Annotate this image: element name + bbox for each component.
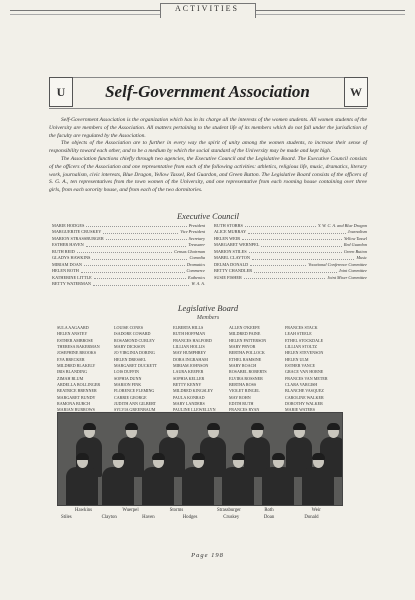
member-name: EVA BRECKER <box>57 356 85 362</box>
council-member-name: RUTH REID <box>52 248 75 254</box>
leader-dots <box>81 268 185 272</box>
council-member-role: Commerce <box>186 268 205 274</box>
person-figure <box>102 467 134 506</box>
member-name: THERESA BAKERMAN <box>57 344 100 350</box>
member-name: MARGARET DUCKETT <box>114 363 158 369</box>
member-name: ETHEL STOCKDALE <box>285 337 324 343</box>
member-name: ROSABEL ROBERTS <box>229 369 267 375</box>
intro-paragraph: Self-Government Association is the organization which has in its charge all the interests of the women students. All women students of the University are members of the Association. All matters pertaining to the student life of its members which do not fall under the jurisdiction of the faculty are regulated by the Association. <box>49 117 367 139</box>
council-member-name: SUSIE FISHER <box>214 274 242 280</box>
person-hair <box>166 423 179 430</box>
council-member-name: MARGARET WERNPEL <box>214 242 260 248</box>
member-name: BLANCHE VASQUEZ <box>285 388 324 394</box>
member-name: LOIS DUFFIN <box>114 369 139 375</box>
person-hair <box>83 423 96 430</box>
leader-dots <box>250 262 306 266</box>
member-name: SOPHIA DUNN <box>114 375 142 381</box>
council-member-name: MABEL CLAYTON <box>214 255 251 261</box>
member-name: EDITH RUTH <box>229 401 254 407</box>
leader-dots <box>93 281 189 285</box>
person-hair <box>192 453 205 460</box>
council-member-role: Joint Mixer Committee <box>327 274 367 280</box>
council-member-role: Vocational Conference Committee <box>308 261 367 267</box>
person-hair <box>207 423 220 430</box>
council-member-name: MIRIAM DOAN <box>52 261 82 267</box>
member-name: DOROTHY WALKER <box>285 401 323 407</box>
intro-paragraph: The objects of the Association are to further in every way the spirit of unity among the women students, to increase their sense of responsibility toward each other, and to be a medium by which the social standard of the University may be made and kept high. <box>49 140 367 155</box>
intro-paragraph: The Association functions chiefly through two agencies, the Executive Council and the Legislative Board. The Executive Council consists of the officers of the Association and one representative from each of the following activities: athletics, religious life, music, dramatics, literary work, journalism, civic interests, Blue Dragon, Yellow Tassel, Red Guardon, and Green Button. The Legislative Board consists of the officers of S. G. A., ten representatives from the town women of the University, and one representative from each rooming house containing over three girls, from each sorority house, and from each of the two dormitories. <box>49 155 367 194</box>
person-figure <box>302 467 334 506</box>
council-member-name: ALICE MURRAY <box>214 229 247 235</box>
member-name: MAY HUMPHREY <box>173 350 207 356</box>
caption-name: Roth <box>264 508 274 513</box>
council-member-role: Census Chairman <box>174 248 205 254</box>
council-member-role: Green Button <box>343 248 367 254</box>
caption-name: Strassburger <box>217 508 241 513</box>
council-member-role: Music <box>356 255 367 261</box>
leader-dots <box>106 236 187 240</box>
council-member-name: DELMA DONALD <box>214 261 249 267</box>
page-number: Page 198 <box>191 552 224 559</box>
executive-council-left-column <box>52 223 205 288</box>
council-member-name: MARIE HODGES <box>52 223 85 228</box>
executive-council-heading: Executive Council <box>176 211 240 221</box>
member-name: DORA INGRAHAM <box>173 356 208 362</box>
member-name: CAROLINE WALKER <box>285 394 324 400</box>
member-name: MIRIAM JOHNSON <box>173 363 209 369</box>
council-member-role: Y. W. C. A. and Blue Dragon <box>317 223 367 228</box>
council-member-name: HELEN WEIR <box>214 235 241 241</box>
caption-name: Stiles <box>61 515 72 520</box>
leader-dots <box>84 262 185 266</box>
member-name: LILLIAN STOLTZ <box>285 344 317 350</box>
member-name: MARGARET BUNDY <box>57 394 96 400</box>
leader-dots <box>92 255 187 259</box>
member-name: JO VIRGINIA DORING <box>114 350 155 356</box>
council-member-role: Dramatics <box>186 261 205 267</box>
member-name: JUDITH ANN GILBERT <box>114 401 157 407</box>
member-name: ALLEN O'KEEFE <box>229 325 260 330</box>
caption-name: Haven <box>142 515 155 520</box>
leader-dots <box>249 249 342 253</box>
member-name: LAURA KEEFER <box>173 369 204 375</box>
council-member-role: Yellow Tassel <box>344 235 367 241</box>
member-name: ESTHER AMBROSE <box>57 337 94 343</box>
member-name: BERTHA ROSS <box>229 382 257 388</box>
member-name: MILDRED PAINE <box>229 331 261 337</box>
person-hair <box>152 453 165 460</box>
member-name: FRANCES STACK <box>285 325 318 330</box>
member-name: JOSEPHINE BROOKS <box>57 350 97 356</box>
leader-dots <box>242 236 342 240</box>
caption-name: Cruskey <box>223 515 240 520</box>
member-name: MILDRED KINGSLEY <box>173 388 214 394</box>
member-name: MAY ROHN <box>229 394 251 400</box>
member-name: FRANCES VAN METER <box>285 375 328 381</box>
member-name: SULA AAGAARD <box>57 325 89 330</box>
group-photo <box>57 412 343 506</box>
leader-dots <box>244 275 326 279</box>
member-name: PAULINE LLEWELLYN <box>173 407 216 413</box>
council-member-name: HELEN ROTH <box>52 268 79 274</box>
person-figure <box>262 467 294 506</box>
member-name: SOPHIA KELLER <box>173 375 205 381</box>
member-name: MARY DICKSON <box>114 344 146 350</box>
member-name: ELBERTA HILLS <box>173 325 204 330</box>
council-member-role: Vice President <box>180 229 205 235</box>
person-hair <box>76 453 89 460</box>
page-title: Self-Government Association <box>105 82 310 101</box>
member-name: ELVIRA ROSSNER <box>229 375 263 381</box>
person-hair <box>272 453 285 460</box>
member-name: PAULA KONRAD <box>173 394 205 400</box>
member-name: FLORENCE FLEMING <box>114 388 155 394</box>
member-name: CARRIE GEORGE <box>114 394 147 400</box>
caption-name: Clayton <box>101 515 117 520</box>
council-member-name: MARION STILES <box>214 248 247 254</box>
member-name: HELEN DRESSEL <box>114 356 147 362</box>
member-name: FRANCES HALFORD <box>173 337 212 343</box>
leader-dots <box>103 229 178 233</box>
person-figure <box>66 467 98 506</box>
member-name: BEATRICE BRENNER <box>57 388 97 394</box>
member-name: BETTY KENNY <box>173 382 202 388</box>
leader-dots <box>261 242 342 246</box>
leader-dots <box>252 255 354 259</box>
university-crest-icon-right: W <box>344 77 368 107</box>
council-member-row <box>214 275 367 281</box>
council-member-name: MARION STRASSBURGER <box>52 235 104 241</box>
council-member-name: BETTY WATERMAN <box>52 281 92 287</box>
caption-name: Donald <box>304 515 319 520</box>
member-name: MILDRED BLAKELY <box>57 363 96 369</box>
member-name: LOUISE CONES <box>114 325 143 330</box>
member-name: MARY ROACH <box>229 363 257 369</box>
member-name: MARY LANDERS <box>173 401 205 407</box>
member-name: ZIMAH BLUM <box>57 375 84 381</box>
person-hair <box>251 423 264 430</box>
leader-dots <box>248 229 345 233</box>
executive-council-right-column <box>214 223 367 281</box>
member-name: ETHEL RAMSINE <box>229 356 262 362</box>
caption-name: Doan <box>263 515 275 520</box>
member-name: HELEN ULM <box>285 356 309 362</box>
leader-dots <box>245 223 316 227</box>
member-name: BERTHA POLLOCK <box>229 350 265 356</box>
person-hair <box>293 423 306 430</box>
council-member-role: Treasurer <box>188 242 205 248</box>
council-member-name: BETTY CHANDLER <box>214 268 253 274</box>
leader-dots <box>86 242 187 246</box>
member-name: MARY PRYOR <box>229 344 256 350</box>
section-header: ACTIVITIES <box>175 4 239 13</box>
council-member-name: MARGUERITE CRUSKEY <box>52 229 102 235</box>
legislative-board-heading: Legislative Board <box>177 303 239 313</box>
caption-name: Storms <box>169 508 184 513</box>
member-name: LEAH STEELE <box>285 331 312 337</box>
person-hair <box>125 423 138 430</box>
member-name: VIOLET RINGEL <box>229 388 260 394</box>
member-name: IRIS BLANDING <box>57 369 88 375</box>
person-hair <box>112 453 125 460</box>
member-name: GRACE VAN HORNE <box>285 369 324 375</box>
council-member-name: GLADYS HAWKINS <box>52 255 91 261</box>
council-member-role: Comedia <box>189 255 205 261</box>
member-name: RUTH HOFFMAN <box>173 331 206 337</box>
council-member-name: RUTH STORRS <box>214 223 243 228</box>
member-name: HELEN STEVENSON <box>285 350 324 356</box>
member-name: ROSAMOND CURLEY <box>114 337 155 343</box>
person-figure <box>142 467 174 506</box>
member-name: CLARA VARGISH <box>285 382 318 388</box>
person-hair <box>327 423 340 430</box>
member-name: LILLIAN HOLLIS <box>173 344 205 350</box>
member-name: MARION FINK <box>114 382 142 388</box>
person-hair <box>312 453 325 460</box>
intro-text <box>49 117 367 195</box>
person-hair <box>232 453 245 460</box>
caption-name: Hawkins <box>75 508 93 513</box>
leader-dots <box>94 275 186 279</box>
council-member-role: Red Guardon <box>343 242 367 248</box>
member-name: HELEN PATTERSON <box>229 337 267 343</box>
council-member-role: Euthenics <box>188 274 205 280</box>
leader-dots <box>86 223 186 227</box>
caption-name: Weir <box>311 508 321 513</box>
caption-name: Hodges <box>182 515 198 520</box>
member-name: MARIAN BURROWS <box>57 407 95 413</box>
member-name: ISADORE COWARD <box>114 331 151 337</box>
member-name: RAMONA BURCH <box>57 401 91 407</box>
member-name: ARDELLA BOLLINGER <box>57 382 101 388</box>
leader-dots <box>254 268 337 272</box>
council-member-role: Secretary <box>188 235 205 241</box>
council-member-role: Journalism <box>347 229 367 235</box>
member-name: SYLVIA GREENBAUM <box>114 407 156 413</box>
person-figure <box>182 467 214 506</box>
caption-name: Wuerpel <box>122 508 139 513</box>
member-name: ESTHER VANCE <box>285 363 315 369</box>
member-name: FRANCES RYAN <box>229 407 260 413</box>
council-member-role: President <box>188 223 205 228</box>
council-member-row <box>52 281 205 287</box>
member-name: HELEN ANSTEY <box>57 331 88 337</box>
person-figure <box>222 467 254 506</box>
members-label: Members <box>196 315 220 321</box>
council-member-role: Joint Committee <box>338 268 367 274</box>
member-name: MARIE WATERS <box>285 407 316 413</box>
council-member-name: ESTHER HAVEN <box>52 242 84 248</box>
council-member-role: W. A. A. <box>191 281 205 287</box>
leader-dots <box>77 249 172 253</box>
council-member-name: KATHERINE LITTLE <box>52 274 92 280</box>
university-crest-icon: U <box>49 77 73 107</box>
